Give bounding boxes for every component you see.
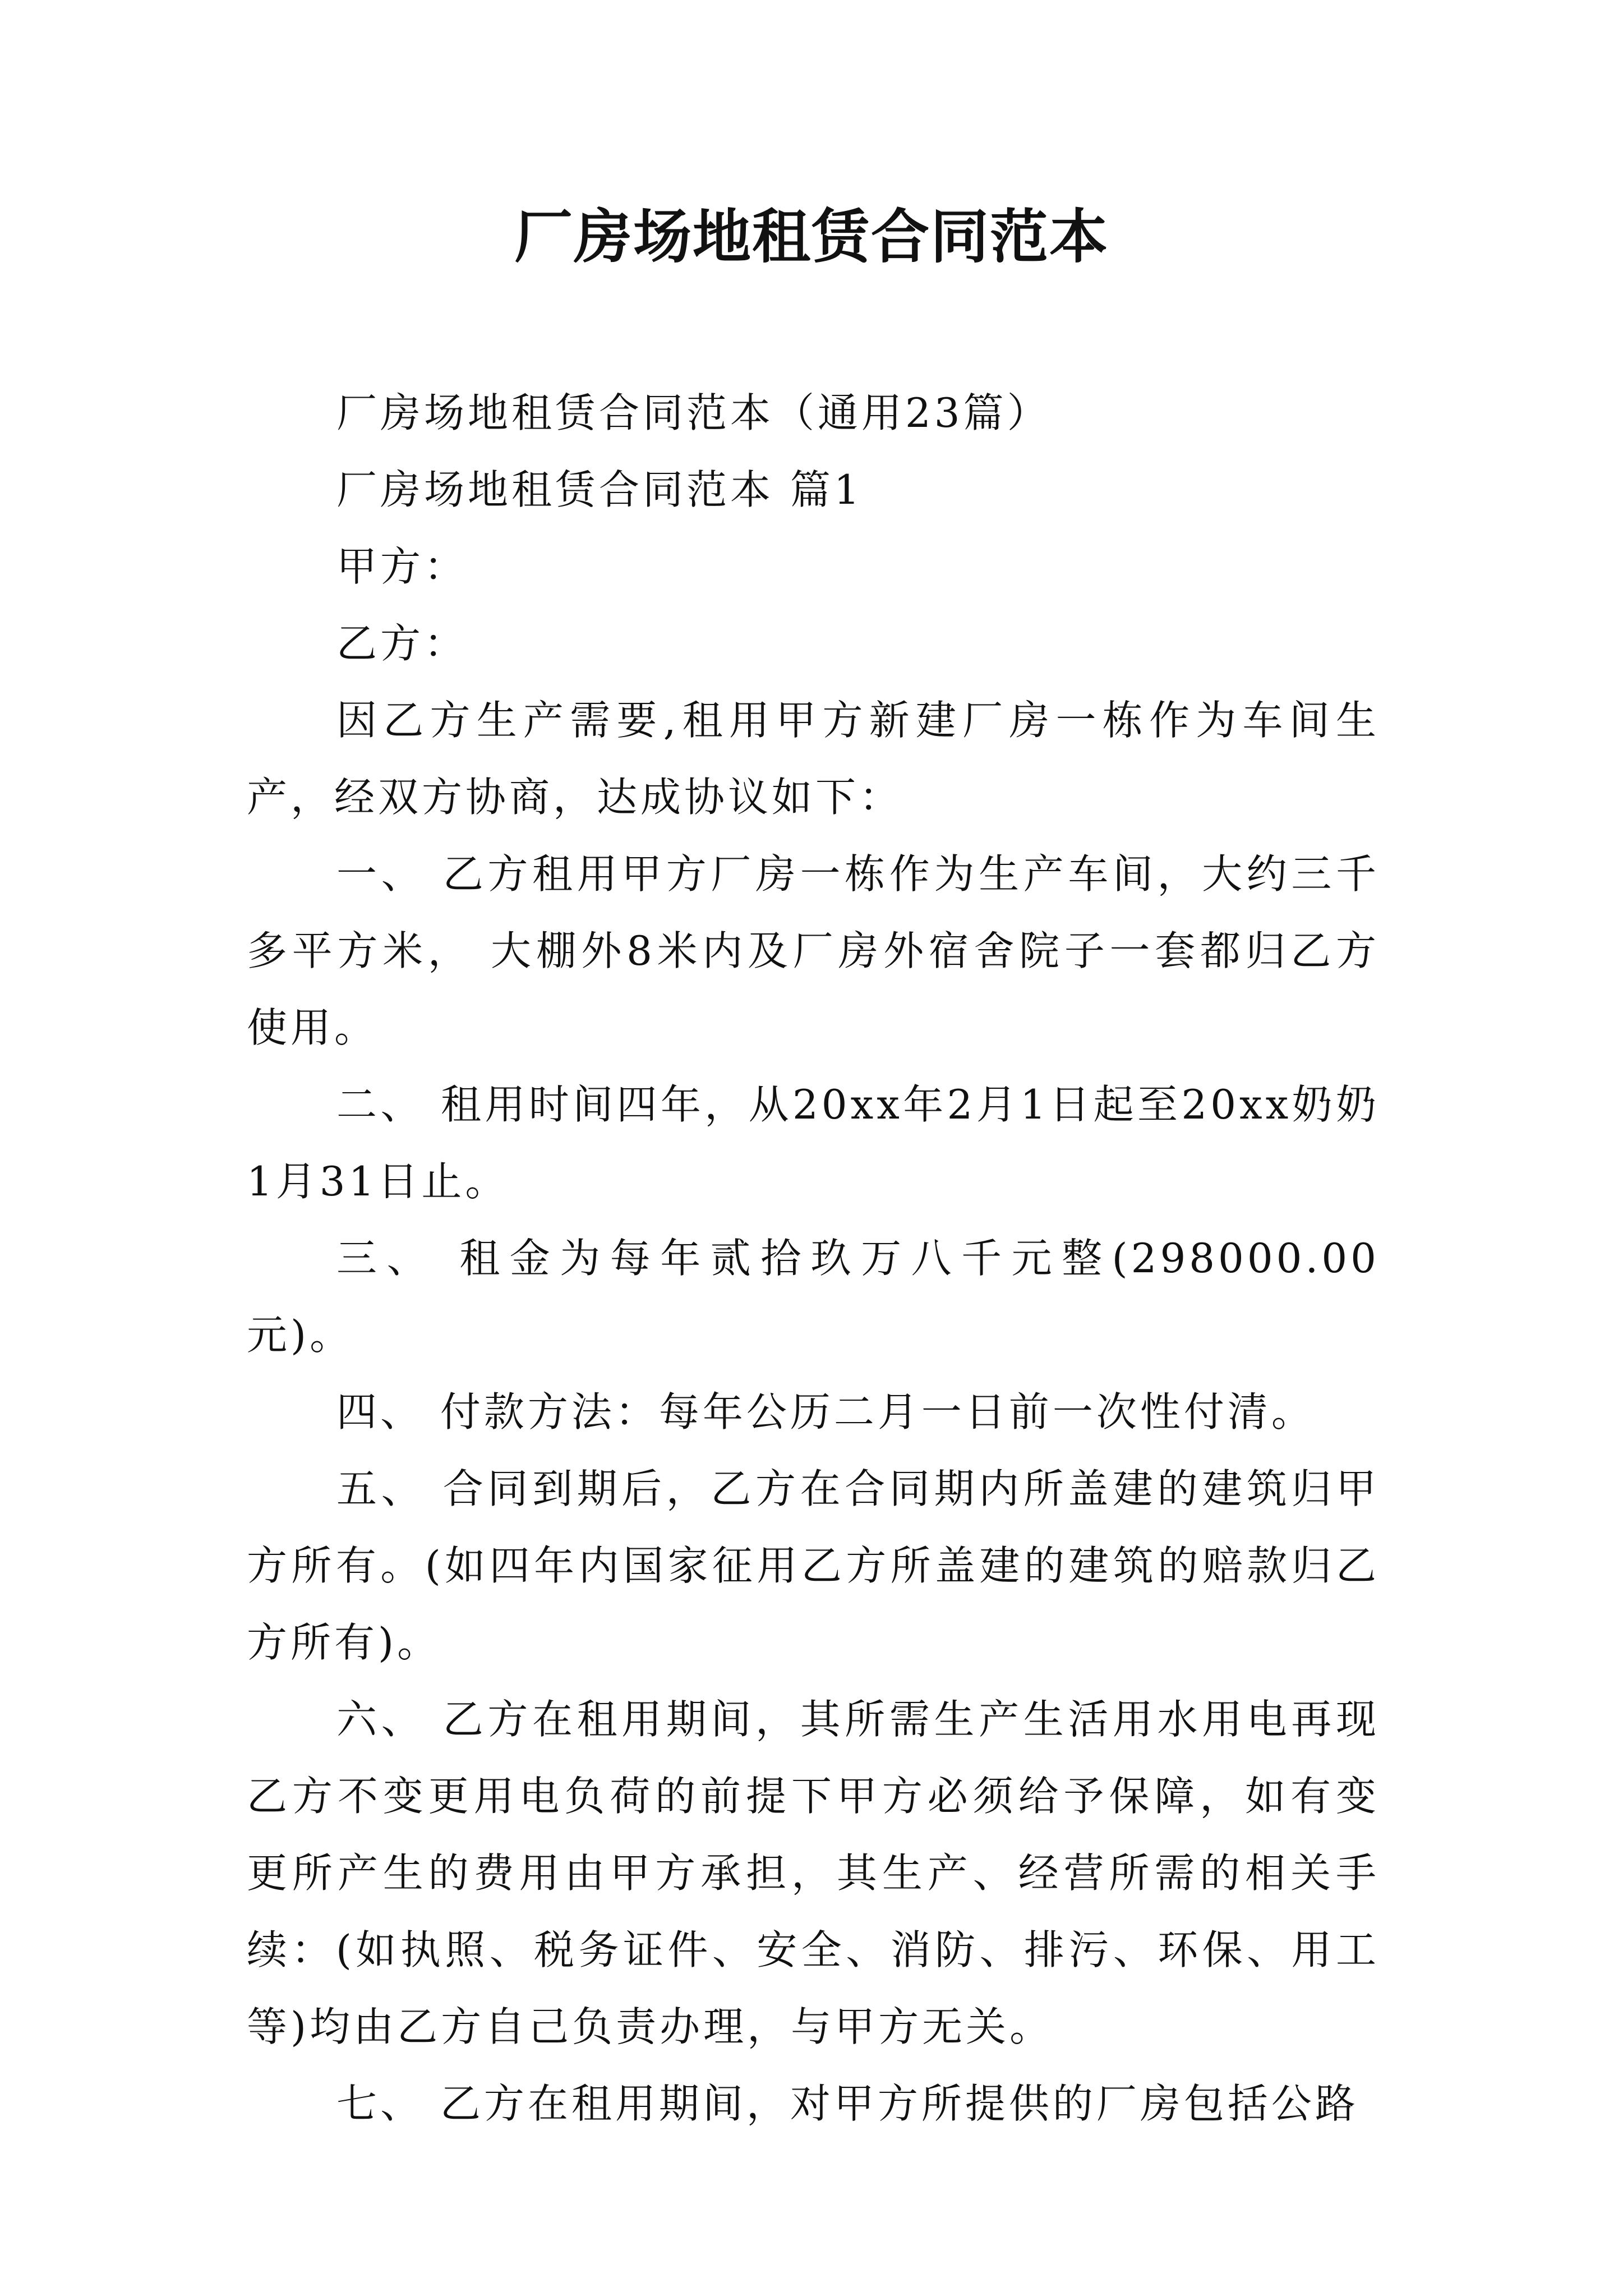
document-title: 厂房场地租赁合同范本 [514,202,1109,271]
paragraph-clause-2: 二、 租用时间四年，从20xx年2月1日起至20xx奶奶1月31日止。 [247,1081,1380,1205]
paragraph-clause-6: 六、 乙方在租用期间，其所需生产生活用水用电再现乙方不变更用电负荷的前提下甲方必须给予保障，如有变更所产生的费用由甲方承担，其生产、经营所需的相关手续：(如执照、税务证件、安全、消防、排污、环保、用工等)均由乙方自己负责办理，与甲方无关。 [247,1696,1380,2050]
paragraph-party-b: 乙方： [336,620,468,667]
paragraph-clause-3: 三、 租金为每年贰拾玖万八千元整(298000.00元)。 [247,1235,1380,1359]
paragraph-party-a: 甲方： [336,543,468,590]
paragraph-section-heading: 厂房场地租赁合同范本 篇1 [336,466,863,513]
paragraph-subtitle: 厂房场地租赁合同范本（通用23篇） [336,389,1051,436]
document-body [247,375,1380,2142]
paragraph-clause-4: 四、 付款方法：每年公历二月一日前一次性付清。 [336,1388,1315,1435]
paragraph-clause-5: 五、 合同到期后，乙方在合同期内所盖建的建筑归甲方所有。(如四年内国家征用乙方所盖建的建筑的赔款归乙方所有)。 [247,1465,1380,1666]
paragraph-clause-7: 七、 乙方在租用期间，对甲方所提供的厂房包括公路 [336,2080,1359,2127]
paragraph-preamble: 因乙方生产需要,租用甲方新建厂房一栋作为车间生产，经双方协商，达成协议如下： [247,697,1380,821]
paragraph-clause-1: 一、 乙方租用甲方厂房一栋作为生产车间，大约三千多平方米， 大棚外8米内及厂房外宿舍院子一套都归乙方使用。 [247,850,1380,1051]
